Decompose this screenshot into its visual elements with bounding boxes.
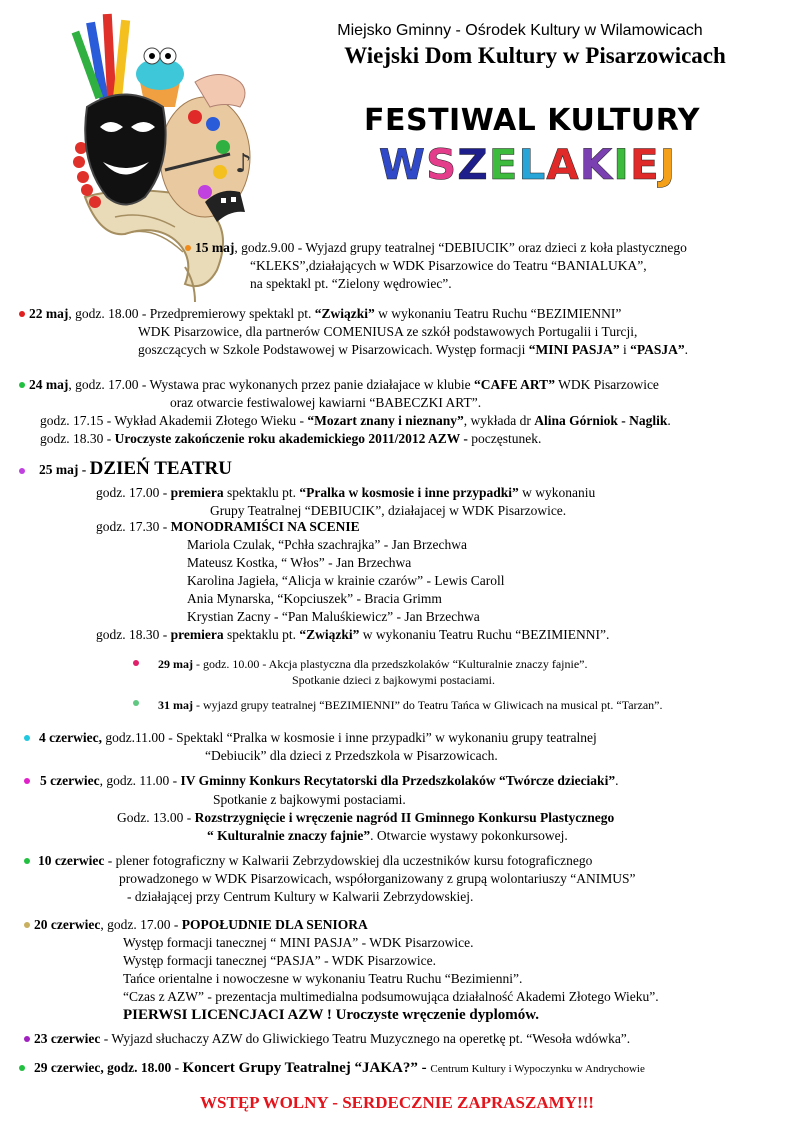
event-line: “Czas z AZW” - prezentacja multimedialna podsumowująca działalność Akademi Złotego Wieku”.	[123, 989, 659, 1004]
event-line: godz. 18.30 - Uroczyste zakończenie roku akademickiego 2011/2012 AZW - poczęstunek.	[40, 431, 542, 446]
event-4-czerwiec: 4 czerwiec, godz.11.00 - Spektakl “Pralka w kosmosie i inne przypadki” w wykonaniu grupy teatralnej	[39, 730, 597, 745]
event-15-maj: 15 maj, godz.9.00 - Wyjazd grupy teatralnej “DEBIUCIK” oraz dzieci z koła plastycznego	[195, 240, 687, 255]
event-23-czerwiec: 23 czerwiec - Wyjazd słuchaczy AZW do Gliwickiego Teatru Muzycznego na operetkę pt. “Wesoła wdówka”.	[34, 1031, 631, 1046]
event-line: “Debiucik” dla dzieci z Przedszkola w Pisarzowicach.	[205, 748, 498, 763]
wszelakiej-letter: J	[659, 140, 677, 189]
event-line: Występ formacji tanecznej “PASJA” - WDK Pisarzowice.	[123, 953, 436, 968]
event-line: godz. 18.30 - premiera spektaklu pt. “Związki” w wykonaniu Teatru Ruchu “BEZIMIENNI”.	[96, 627, 610, 642]
event-25-maj: 25 maj - DZIEŃ TEATRU	[39, 458, 232, 479]
bullet-dot	[24, 778, 30, 784]
wszelakiej-letter: S	[426, 140, 458, 189]
event-10-czerwiec: 10 czerwiec - plener fotograficzny w Kalwarii Zebrzydowskiej dla uczestników kursu fotograficznego	[38, 853, 593, 868]
event-line: “KLEKS”,działających w WDK Pisarzowice do Teatru “BANIALUKA”,	[250, 258, 647, 273]
event-line: prowadzonego w WDK Pisarzowicach, współorganizowany z grupą wolontariuszy “ANIMUS”	[119, 871, 636, 886]
event-22-maj: 22 maj, godz. 18.00 - Przedpremierowy spektakl pt. “Związki” w wykonaniu Teatru Ruchu “BEZIMIENNI”	[29, 306, 622, 321]
event-20-czerwiec: 20 czerwiec, godz. 17.00 - POPOŁUDNIE DLA SENIORA	[34, 917, 368, 932]
dzien-teatru-title: DZIEŃ TEATRU	[89, 458, 232, 479]
event-date: 15 maj	[195, 240, 235, 255]
monodrama-item: Ania Mynarska, “Kopciuszek” - Bracia Grimm	[187, 591, 442, 606]
bullet-dot	[185, 245, 191, 251]
bullet-dot	[19, 311, 25, 317]
wszelakiej-letter: I	[613, 140, 630, 189]
festival-subtitle-wszelakiej	[0, 140, 794, 189]
event-29-czerwiec: 29 czerwiec, godz. 18.00 - Koncert Grupy Teatralnej “JAKA?” - Centrum Kultury i Wypoczynku w Andrychowie	[34, 1060, 645, 1076]
event-line: godz. 17.00 - premiera spektaklu pt. “Pralka w kosmosie i inne przypadki” w wykonaniu	[96, 485, 596, 500]
footer-invitation: WSTĘP WOLNY - SERDECZNIE ZAPRASZAMY!!!	[200, 1093, 594, 1112]
bullet-dot	[24, 922, 30, 928]
finale-line: PIERWSI LICENCJACI AZW ! Uroczyste wręczenie dyplomów.	[123, 1007, 539, 1023]
wszelakiej-letter: A	[546, 140, 580, 189]
event-line: Spotkanie dzieci z bajkowymi postaciami.	[292, 673, 495, 687]
music-note-icon: ♪	[235, 149, 252, 179]
bullet-dot	[24, 1036, 30, 1042]
event-line: oraz otwarcie festiwalowej kawiarni “BABECZKI ART”.	[170, 395, 482, 410]
event-line: na spektakl pt. “Zielony wędrowiec”.	[250, 276, 452, 291]
wszelakiej-letter: W	[378, 140, 427, 189]
event-line: Grupy Teatralnej “DEBIUCIK”, działajacej w WDK Pisarzowice.	[210, 503, 567, 518]
event-line: goszczących w Szkole Podstawowej w Pisarzowicach. Występ formacji “MINI PASJA” i “PASJA”.	[138, 342, 688, 357]
monodrama-item: Karolina Jagieła, “Alicja w krainie czarów” - Lewis Caroll	[187, 573, 505, 588]
festival-title: FESTIWAL KULTURY	[364, 103, 700, 138]
bullet-dot	[19, 1065, 25, 1071]
event-line: - działającej przy Centrum Kultury w Kalwarii Zebrzydowskiej.	[127, 889, 474, 904]
bullet-dot	[24, 858, 30, 864]
event-31-maj: 31 maj - wyjazd grupy teatralnej “BEZIMIENNI” do Teatru Tańca w Gliwicach na musical pt. “Tarzan”.	[158, 698, 663, 712]
event-line: Godz. 13.00 - Rozstrzygnięcie i wręczenie nagród II Gminnego Konkursu Plastycznego	[117, 810, 615, 825]
wszelakiej-letter: Z	[457, 140, 489, 189]
wszelakiej-letter: E	[488, 140, 519, 189]
wszelakiej-letter: L	[518, 140, 547, 189]
bullet-dot	[133, 700, 139, 706]
organizer-line: Miejsko Gminny - Ośrodek Kultury w Wilamowicach	[337, 22, 703, 39]
event-line: Tańce orientalne i nowoczesne w wykonaniu Teatru Ruchu “Bezimienni”.	[123, 971, 523, 986]
event-line: WDK Pisarzowice, dla partnerów COMENIUSA ze szkół podstawowych Portugalii i Turcji,	[138, 324, 638, 339]
event-5-czerwiec: 5 czerwiec, godz. 11.00 - IV Gminny Konkurs Recytatorski dla Przedszkolaków “Twórcze dzieciaki”.	[40, 773, 619, 788]
venue-title: Wiejski Dom Kultury w Pisarzowicach	[344, 43, 726, 68]
bullet-dot	[19, 468, 25, 474]
event-line: Spotkanie z bajkowymi postaciami.	[213, 792, 406, 807]
monodrama-item: Krystian Zacny - “Pan Maluśkiewicz” - Jan Brzechwa	[187, 609, 480, 624]
wszelakiej-letter: E	[629, 140, 660, 189]
event-24-maj: 24 maj, godz. 17.00 - Wystawa prac wykonanych przez panie działajace w klubie “CAFE ART” WDK Pisarzowice	[29, 377, 659, 392]
event-line: godz. 17.15 - Wykład Akademii Złotego Wieku - “Mozart znany i nieznany”, wykłada dr Alina Górniok - Naglik.	[40, 413, 671, 428]
bullet-dot	[133, 660, 139, 666]
bullet-dot	[19, 382, 25, 388]
monodrama-item: Mateusz Kostka, “ Włos” - Jan Brzechwa	[187, 555, 412, 570]
event-29-maj: 29 maj - godz. 10.00 - Akcja plastyczna dla przedszkolaków “Kulturalnie znaczy fajnie”.	[158, 657, 588, 671]
wszelakiej-letter: K	[579, 140, 614, 189]
bullet-dot	[24, 735, 30, 741]
event-line: “ Kulturalnie znaczy fajnie”. Otwarcie wystawy pokonkursowej.	[207, 828, 568, 843]
monodrama-item: Mariola Czulak, “Pchła szachrajka” - Jan Brzechwa	[187, 537, 467, 552]
event-line: godz. 17.30 - MONODRAMIŚCI NA SCENIE	[96, 519, 360, 534]
event-line: Występ formacji tanecznej “ MINI PASJA” - WDK Pisarzowice.	[123, 935, 474, 950]
